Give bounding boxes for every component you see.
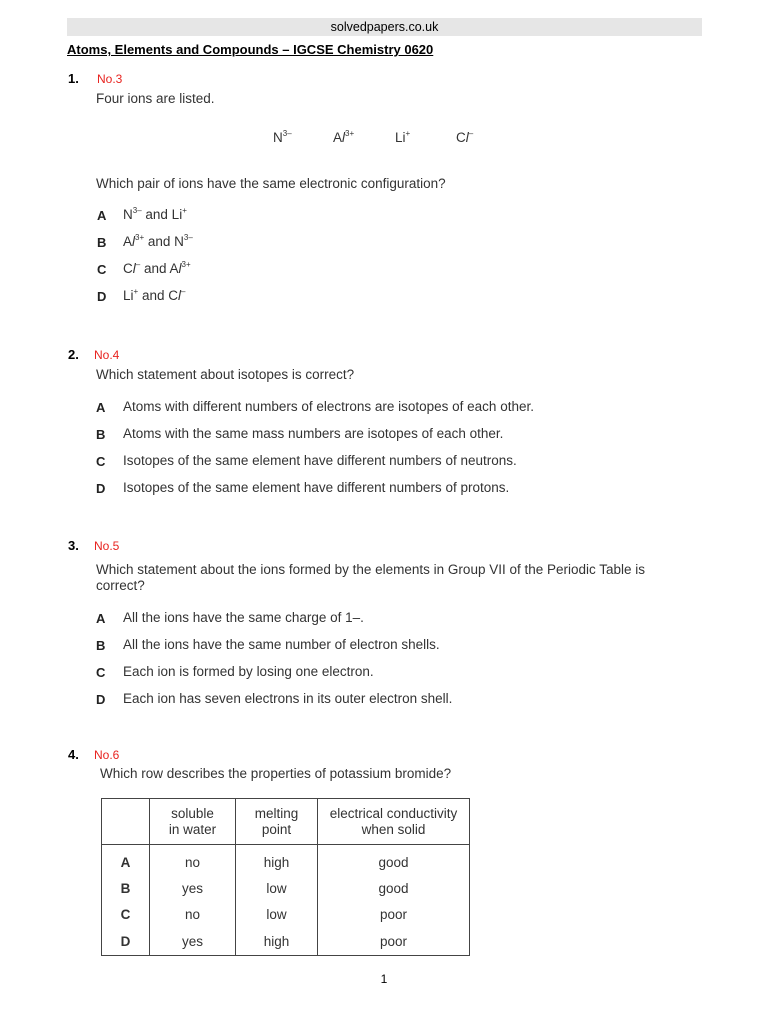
table-corner-cell xyxy=(102,799,150,845)
question-3-tag: No.5 xyxy=(94,539,120,553)
table-cell: high xyxy=(236,928,318,955)
table-cell: good xyxy=(318,875,470,902)
site-name: solvedpapers.co.uk xyxy=(330,20,439,34)
properties-table xyxy=(101,798,470,956)
table-cell: poor xyxy=(318,928,470,955)
question-1-option-d: Li+ and Cl– xyxy=(123,287,186,303)
question-1-option-a: $N^{3-}$ and Li+ xyxy=(123,206,187,222)
ion-chloride: Cl– xyxy=(456,129,474,145)
question-3-number: 3. xyxy=(68,538,79,553)
question-3-option-b: All the ions have the same number of electron shells. xyxy=(123,637,440,652)
question-3-option-d: Each ion has seven electrons in its outer electron shell. xyxy=(123,691,453,706)
question-4-tag: No.6 xyxy=(94,748,120,762)
row-letter: D xyxy=(102,928,150,955)
option-letter: C xyxy=(96,454,106,469)
option-letter: D xyxy=(96,692,106,707)
option-letter: D xyxy=(96,481,106,496)
question-2-stem: Which statement about isotopes is correct? xyxy=(96,367,355,382)
option-letter: B xyxy=(96,638,106,653)
option-letter: A xyxy=(96,400,106,415)
row-letter: C xyxy=(102,902,150,929)
question-1-tag: No.3 xyxy=(97,72,123,86)
option-letter: B xyxy=(97,235,107,250)
table-cell: high xyxy=(236,845,318,876)
question-3-option-c: Each ion is formed by losing one electron. xyxy=(123,664,374,679)
table-cell: yes xyxy=(150,928,236,955)
row-letter: B xyxy=(102,875,150,902)
question-2-option-d: Isotopes of the same element have different numbers of protons. xyxy=(123,480,510,495)
column-header-melting-point: melting point xyxy=(236,799,318,845)
question-3-option-a: All the ions have the same charge of 1–. xyxy=(123,610,364,625)
table-header-row xyxy=(102,799,470,845)
table-row xyxy=(102,928,470,955)
table-cell: low xyxy=(236,875,318,902)
ion-lithium: Li+ xyxy=(395,129,411,145)
table-cell: low xyxy=(236,902,318,929)
table-cell: poor xyxy=(318,902,470,929)
page-number: 1 xyxy=(380,972,388,986)
question-4-stem: Which row describes the properties of potassium bromide? xyxy=(100,766,452,781)
option-letter: D xyxy=(97,289,107,304)
question-3-stem xyxy=(96,562,645,594)
question-1-option-c: Cl– and $Al^{3+}$ xyxy=(123,260,191,276)
row-letter: A xyxy=(102,845,150,876)
question-1-stem: Which pair of ions have the same electronic configuration? xyxy=(96,176,446,191)
option-letter: C xyxy=(97,262,107,277)
option-letter: A xyxy=(97,208,107,223)
question-1-number: 1. xyxy=(68,71,79,86)
page-title: Atoms, Elements and Compounds – IGCSE Chemistry 0620 xyxy=(67,42,434,57)
question-2-option-c: Isotopes of the same element have different numbers of neutrons. xyxy=(123,453,517,468)
option-letter: C xyxy=(96,665,106,680)
table-cell: good xyxy=(318,845,470,876)
question-1-intro: Four ions are listed. xyxy=(96,91,215,106)
ion-nitride: $N^{3-}$ xyxy=(273,129,292,145)
table-cell: no xyxy=(150,902,236,929)
option-letter: B xyxy=(96,427,106,442)
site-header xyxy=(67,18,702,36)
question-2-option-b: Atoms with the same mass numbers are isotopes of each other. xyxy=(123,426,504,441)
question-3-stem-line-1: Which statement about the ions formed by the elements in Group VII of the Periodic Table is xyxy=(96,562,646,577)
question-2-option-a: Atoms with different numbers of electrons are isotopes of each other. xyxy=(123,399,534,414)
table-row xyxy=(102,845,470,876)
question-1-option-b: $Al^{3+}$ and $N^{3-}$ xyxy=(123,233,193,249)
option-letter: A xyxy=(96,611,106,626)
question-3-stem-line-2: correct? xyxy=(96,578,145,593)
question-4-number: 4. xyxy=(68,747,79,762)
table-cell: yes xyxy=(150,875,236,902)
question-2-number: 2. xyxy=(68,347,79,362)
table-row xyxy=(102,902,470,929)
ion-aluminium: $Al^{3+}$ xyxy=(333,129,355,145)
column-header-conductivity: electrical conductivity when solid xyxy=(318,799,470,845)
table-cell: no xyxy=(150,845,236,876)
question-2-tag: No.4 xyxy=(94,348,120,362)
column-header-solubility: soluble in water xyxy=(150,799,236,845)
table-row xyxy=(102,875,470,902)
